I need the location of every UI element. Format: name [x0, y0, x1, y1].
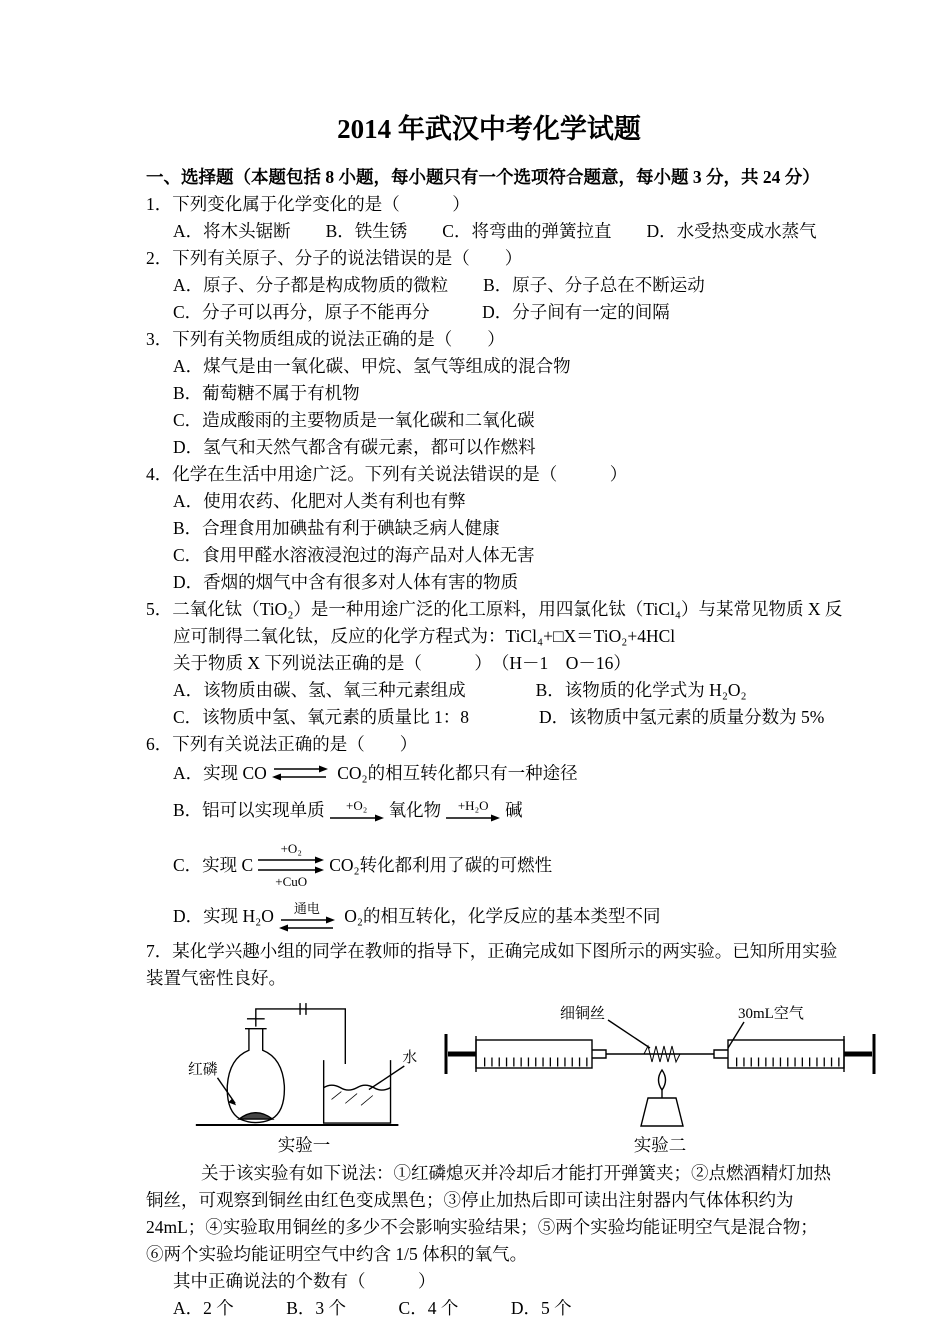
q2-stem: 2．下列有关原子、分子的说法错误的是（ ） — [146, 248, 523, 268]
q1-stem: 1．下列变化属于化学变化的是（ ） — [146, 194, 470, 214]
arrow-label-o2-top: +O₂ — [280, 841, 302, 856]
plus-h2o-arrow-icon — [446, 798, 500, 823]
q4-option-d: D．香烟的烟气中含有很多对人体有害的物质 — [173, 572, 519, 592]
q7-stem-line2: 装置气密性良好。 — [146, 968, 286, 988]
electrolysis-reversible-arrow-icon — [279, 901, 335, 932]
q3-stem: 3．下列有关物质组成的说法正确的是（ ） — [146, 329, 505, 349]
q7-statements-line2: 铜丝，可观察到铜丝由红色变成黑色；③停止加热后即可读出注射器内气体体积约为 — [146, 1190, 794, 1210]
q1-options: A．将木头锯断 B．铁生锈 C．将弯曲的弹簧拉直 D．水受热变成水蒸气 — [173, 221, 817, 241]
carbon-conversion-arrows-icon — [258, 841, 324, 889]
question-7 — [146, 938, 892, 1322]
question-2 — [146, 245, 892, 326]
q3-option-a: A．煤气是由一氧化碳、甲烷、氢气等组成的混合物 — [173, 356, 571, 376]
q2-options-line2: C．分子可以再分，原子不能再分 D．分子间有一定的间隔 — [173, 302, 670, 322]
q6-option-d — [173, 894, 892, 938]
experiment-2-diagram — [440, 1000, 880, 1132]
q4-option-a: A．使用农药、化肥对人类有利也有弊 — [173, 491, 466, 511]
q6-option-b — [173, 788, 892, 832]
q6-a-text-pre: A．实现 CO — [173, 762, 267, 783]
question-4 — [146, 461, 892, 596]
water-label: 水 — [402, 1050, 418, 1067]
q6-b-text-post: 碱 — [505, 799, 523, 820]
arrow-label-tongdian: 通电 — [293, 900, 320, 916]
q4-option-b: B．合理食用加碘盐有利于碘缺乏病人健康 — [173, 518, 500, 538]
q7-options: A．2 个 B．3 个 C．4 个 D．5 个 — [173, 1298, 572, 1318]
q2-options-line1: A．原子、分子都是构成物质的微粒 B．原子、分子总在不断运动 — [173, 275, 705, 295]
arrow-label-cuo-bottom: +CuO — [275, 874, 308, 889]
copper-wire-label: 细铜丝 — [560, 1006, 606, 1022]
q6-option-c — [173, 836, 892, 894]
q6-option-a — [173, 758, 892, 788]
q3-option-d: D．氢气和天然气都含有碳元素，都可以作燃料 — [173, 437, 536, 457]
experiment-2-caption: 实验二 — [633, 1135, 687, 1155]
question-3 — [146, 326, 892, 461]
q6-c-text-post: CO₂转化都利用了碳的可燃性 — [329, 854, 553, 875]
page-title: 2014 年武汉中考化学试题 — [337, 114, 641, 144]
experiment-2-figure — [440, 1000, 880, 1158]
q4-stem: 4．化学在生活中用途广泛。下列有关说法错误的是（ ） — [146, 464, 628, 484]
q7-statements-line4: ⑥两个实验均能证明空气中约含 1/5 体积的氧气。 — [146, 1244, 528, 1264]
q7-stem-line1: 7．某化学兴趣小组的同学在教师的指导下，正确完成如下图所示的两实验。已知所用实验 — [146, 941, 838, 961]
q5-options-line1: A．该物质由碳、氢、氧三种元素组成 B．该物质的化学式为 H₂O₂ — [173, 680, 747, 700]
q5-stem-line3: 关于物质 X 下列说法正确的是（ ） （H－1 O－16） — [173, 653, 631, 673]
q7-experiment-figures — [186, 1000, 892, 1158]
q3-option-c: C．造成酸雨的主要物质是一氧化碳和二氧化碳 — [173, 410, 535, 430]
experiment-1-figure — [186, 1000, 422, 1158]
air-volume-label: 30mL空气 — [738, 1006, 804, 1022]
q5-stem-line1: 5．二氧化钛（TiO₂）是一种用途广泛的化工原料，用四氯化钛（TiCl₄）与某常见物质 X 反 — [146, 599, 843, 619]
question-1 — [146, 191, 892, 245]
q4-option-c: C．食用甲醛水溶液浸泡过的海产品对人体无害 — [173, 545, 535, 565]
question-6 — [146, 731, 892, 938]
q6-d-text-post: O₂的相互转化，化学反应的基本类型不同 — [339, 905, 661, 926]
plus-o2-arrow-icon — [330, 798, 384, 823]
q5-options-line2: C．该物质中氢、氧元素的质量比 1：8 D．该物质中氢元素的质量分数为 5% — [173, 707, 825, 727]
q5-stem-line2: 应可制得二氧化钛，反应的化学方程式为：TiCl₄+□X＝TiO₂+4HCl — [173, 626, 676, 646]
arrow-label-o2: +O₂ — [346, 797, 368, 813]
section-header: 一、选择题（本题包括 8 小题，每小题只有一个选项符合题意，每小题 3 分，共 24 分） — [146, 167, 820, 187]
q7-question-line: 其中正确说法的个数有（ ） — [173, 1271, 436, 1291]
experiment-1-caption: 实验一 — [277, 1135, 331, 1155]
q6-b-text-pre: B．铝可以实现单质 — [173, 799, 325, 820]
q7-statements-line1: 关于该实验有如下说法：①红磷熄灭并冷却后才能打开弹簧夹；②点燃酒精灯加热 — [201, 1163, 831, 1183]
reversible-arrow-icon — [272, 765, 328, 781]
q7-statements-line3: 24mL；④实验取用铜丝的多少不会影响实验结果；⑤两个实验均能证明空气是混合物； — [146, 1217, 818, 1237]
q6-a-text-post: CO₂的相互转化都只有一种途径 — [332, 762, 578, 783]
q6-c-text-pre: C．实现 C — [173, 854, 254, 875]
q3-option-b: B．葡萄糖不属于有机物 — [173, 383, 360, 403]
question-5 — [146, 596, 892, 731]
red-phosphorus-label: 红磷 — [187, 1061, 218, 1078]
q6-d-text-pre: D．实现 H₂O — [173, 905, 274, 926]
experiment-1-diagram — [186, 1000, 422, 1132]
arrow-label-h2o: +H₂O — [457, 797, 489, 813]
q6-b-text-mid: 氧化物 — [388, 799, 442, 820]
q6-stem: 6．下列有关说法正确的是（ ） — [146, 734, 418, 754]
